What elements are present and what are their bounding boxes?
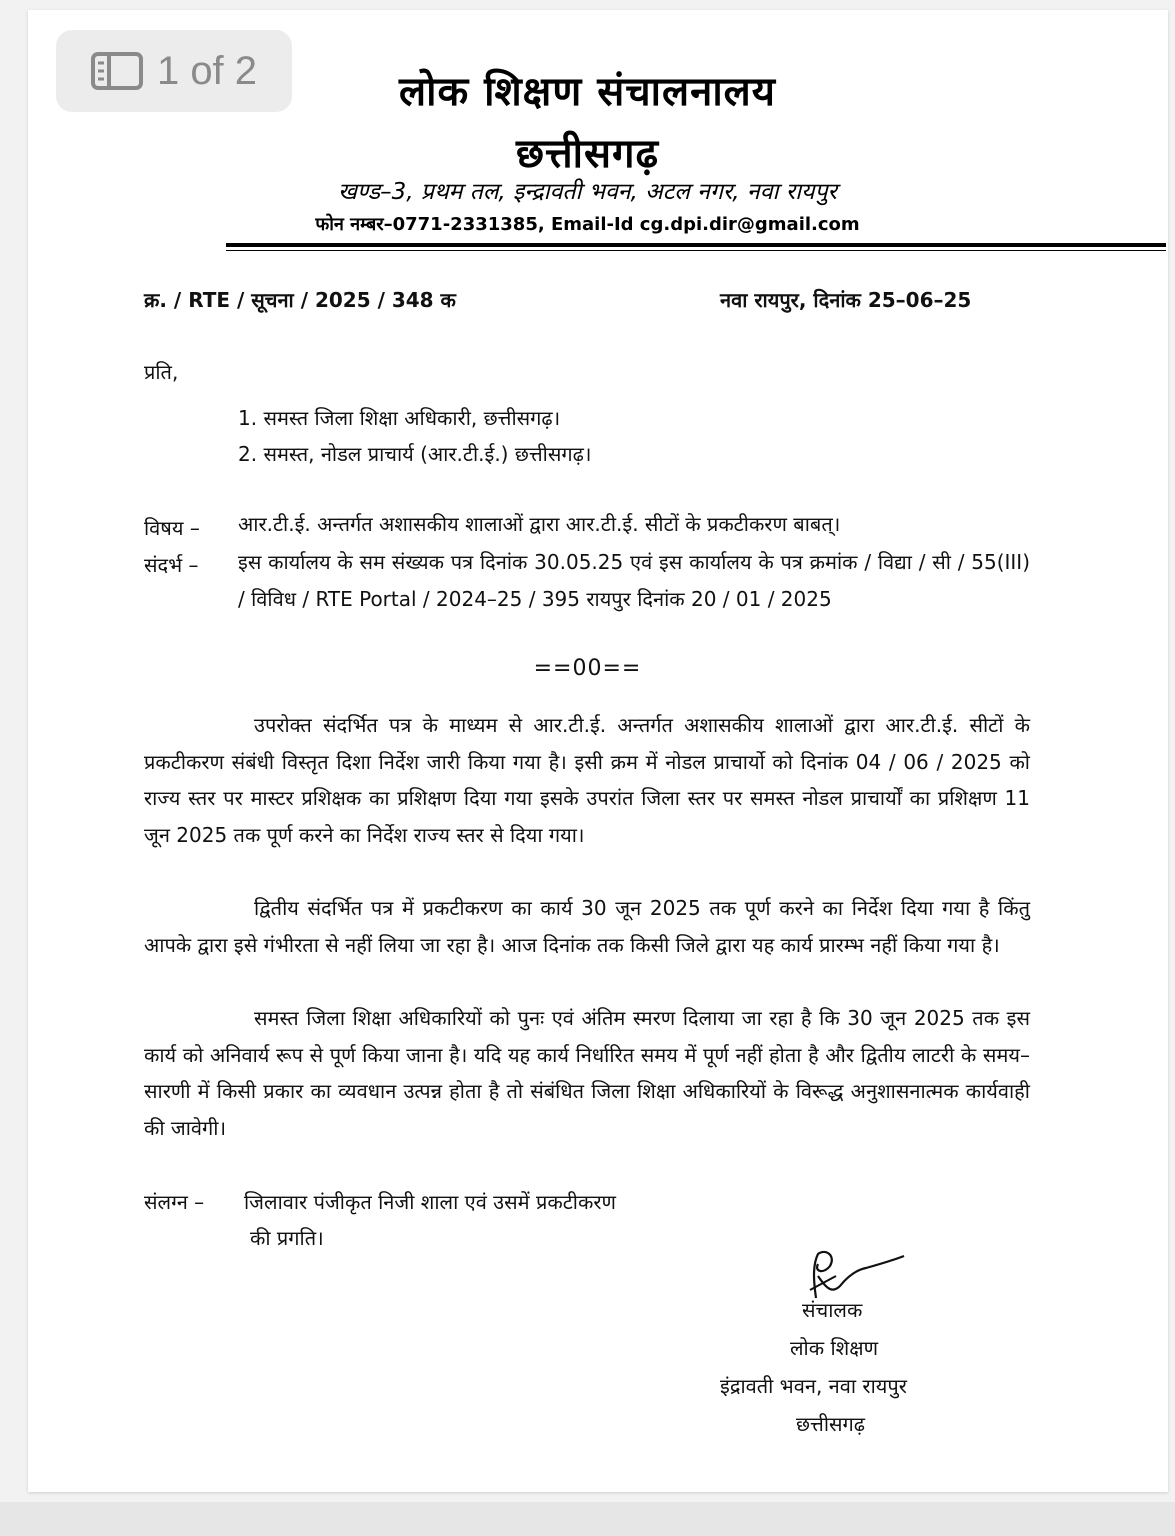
enclosure-label: संलग्न –	[144, 1190, 205, 1214]
reference-number: क्र. / RTE / सूचना / 2025 / 348 क	[144, 288, 456, 312]
to-label: प्रति,	[144, 360, 179, 384]
office-address: खण्ड–3, प्रथम तल, इन्द्रावती भवन, अटल नगर, नवा रायपुर	[338, 179, 837, 205]
recipient-1: 1. समस्त जिला शिक्षा अधिकारी, छत्तीसगढ़।	[238, 406, 561, 430]
paragraph-1: उपरोक्त संदर्भित पत्र के माध्यम से आर.टी.ई. अन्तर्गत अशासकीय शालाओं द्वारा आर.टी.ई. सीटों के प्रकटीकरण संबंधी विस्तृत दिशा निर्देश जारी किया गया है। इसी क्रम में नोडल प्राचार्यो को दिनांक 04 / 06 / 2025 को राज्य स्तर पर मास्टर प्रशिक्षक का प्रशिक्षण दिया गया इसके उपरांत जिला स्तर पर समस्त नोडल प्राचार्यों का प्रशिक्षण 11 जून 2025 तक पूर्ण करने का निर्देश राज्य स्तर से दिया गया।	[144, 713, 1030, 847]
letterhead-rule-thick	[226, 243, 1166, 247]
signatory-designation: संचालक	[802, 1298, 863, 1322]
enclosure-line-2: की प्रगति।	[250, 1226, 324, 1250]
separator: ==00==	[533, 656, 642, 681]
paragraph-2: द्वितीय संदर्भित पत्र में प्रकटीकरण का कार्य 30 जून 2025 तक पूर्ण करने का निर्देश दिया गया है किंतु आपके द्वारा इसे गंभीरता से नहीं लिया जा रहा है। आज दिनांक तक किसी जिले द्वारा यह कार्य प्रारम्भ नहीं किया गया है।	[144, 896, 1030, 957]
signatory-state: छत्तीसगढ़	[796, 1412, 866, 1436]
recipient-2: 2. समस्त, नोडल प्राचार्य (आर.टी.ई.) छत्तीसगढ़।	[238, 442, 592, 466]
next-page-edge	[0, 1502, 1175, 1536]
reference-label: संदर्भ –	[144, 553, 199, 577]
page-indicator-text: 1 of 2	[156, 48, 258, 93]
office-title: लोक शिक्षण संचालनालय	[398, 69, 776, 115]
signatory-address: इंद्रावती भवन, नवा रायपुर	[720, 1374, 907, 1398]
subject-label: विषय –	[144, 516, 200, 540]
enclosure-line-1: जिलावार पंजीकृत निजी शाला एवं उसमें प्रकटीकरण	[244, 1190, 616, 1214]
place-date: नवा रायपुर, दिनांक 25–06–25	[720, 288, 972, 312]
paragraph-3: समस्त जिला शिक्षा अधिकारियों को पुनः एवं अंतिम स्मरण दिलाया जा रहा है कि 30 जून 2025 तक इस कार्य को अनिवार्य रूप से पूर्ण किया जाना है। यदि यह कार्य निर्धारित समय में पूर्ण नहीं होता है और द्वितीय लाटरी के समय–सारणी में किसी प्रकार का व्यवधान उत्पन्न होता है तो संबंधित जिला शिक्षा अधिकारियों के विरूद्ध अनुशासनात्मक कार्यवाही की जावेगी।	[144, 1006, 1030, 1140]
reference-text: इस कार्यालय के सम संख्यक पत्र दिनांक 30.05.25 एवं इस कार्यालय के पत्र क्रमांक / विद्या / सी / 55(III) / विविध / RTE Portal / 2024–25 / 395 रायपुर दिनांक 20 / 01 / 2025	[238, 550, 1030, 611]
office-contact: फोन नम्बर–0771-2331385, Email-Id cg.dpi.dir@gmail.com	[315, 214, 860, 235]
letterhead-rule-thin	[226, 250, 1166, 251]
signatory-department: लोक शिक्षण	[790, 1336, 879, 1360]
subject-text: आर.टी.ई. अन्तर्गत अशासकीय शालाओं द्वारा आर.टी.ई. सीटों के प्रकटीकरण बाबत्।	[238, 512, 841, 536]
office-state: छत्तीसगढ़	[515, 131, 660, 177]
